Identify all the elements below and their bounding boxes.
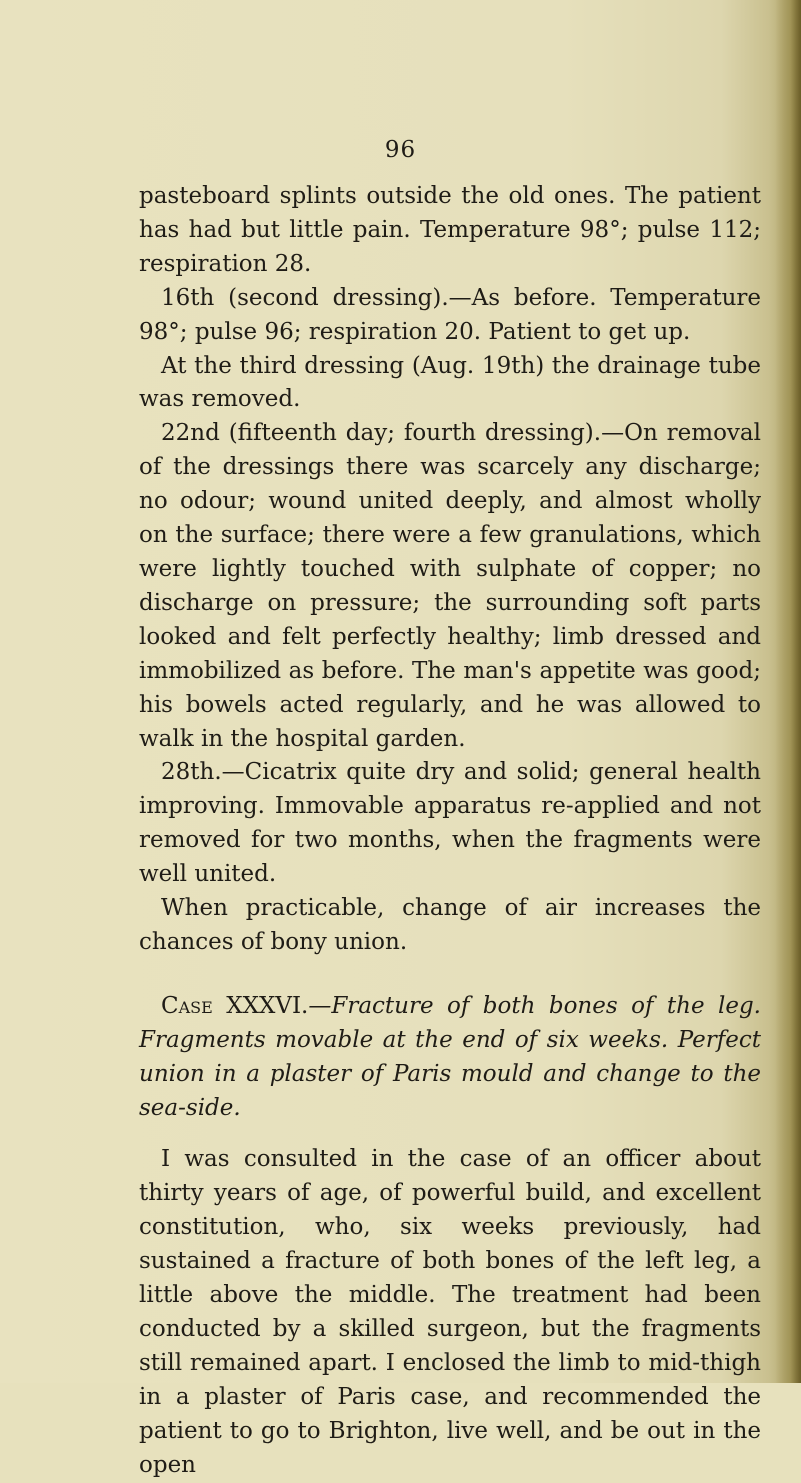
- body-text: [139, 180, 761, 1483]
- paragraph-1: pasteboard splints outside the old ones. The patient has had but little pain. Temperature 98°; pulse 112; respiration 28.: [139, 183, 761, 277]
- case-label: Case XXXVI.: [161, 992, 309, 1019]
- section-spacer-2: [139, 1125, 761, 1143]
- case-description: —Fracture of both bones of the leg. Fragments movable at the end of six weeks. Perfect union in a plaster of Paris mould and change to the sea-side.: [139, 992, 761, 1121]
- section-spacer: [139, 960, 761, 978]
- case-heading: [139, 990, 761, 1126]
- final-paragraph: I was consulted in the case of an officer about thirty years of age, of powerful build, and excellent constitution, who, six weeks previously, had sustained a fracture of both bones of the left leg, a little above the middle. The treatment had been conducted by a skilled surgeon, but the fragments still remained apart. I enclosed the limb to mid-thigh in a plaster of Paris case, and recommended the patient to go to Brighton, live well, and be out in the open: [139, 1146, 761, 1478]
- paragraph-5: 28th.—Cicatrix quite dry and solid; general health improving. Immovable apparatus re-applied and not removed for two months, when the fragments were well united.: [139, 759, 761, 888]
- page-number: 96: [384, 137, 417, 163]
- page-edge-shadow: [775, 0, 801, 1383]
- paragraph-3: At the third dressing (Aug. 19th) the drainage tube was removed.: [139, 352, 761, 413]
- paragraph-4: 22nd (fifteenth day; fourth dressing).—On removal of the dressings there was scarcely any discharge; no odour; wound united deeply, and almost wholly on the surface; there were a few granulations, which were lightly touched with sulphate of copper; no discharge on pressure; the surrounding soft parts looked and felt perfectly healthy; limb dressed and immobilized as before. The man's appetite was good; his bowels acted regularly, and he was allowed to walk in the hospital garden.: [139, 420, 761, 752]
- paragraph-2: 16th (second dressing).—As before. Temperature 98°; pulse 96; respiration 20. Patient to get up.: [139, 284, 761, 345]
- paragraph-6: When practicable, change of air increases the chances of bony union.: [139, 895, 761, 955]
